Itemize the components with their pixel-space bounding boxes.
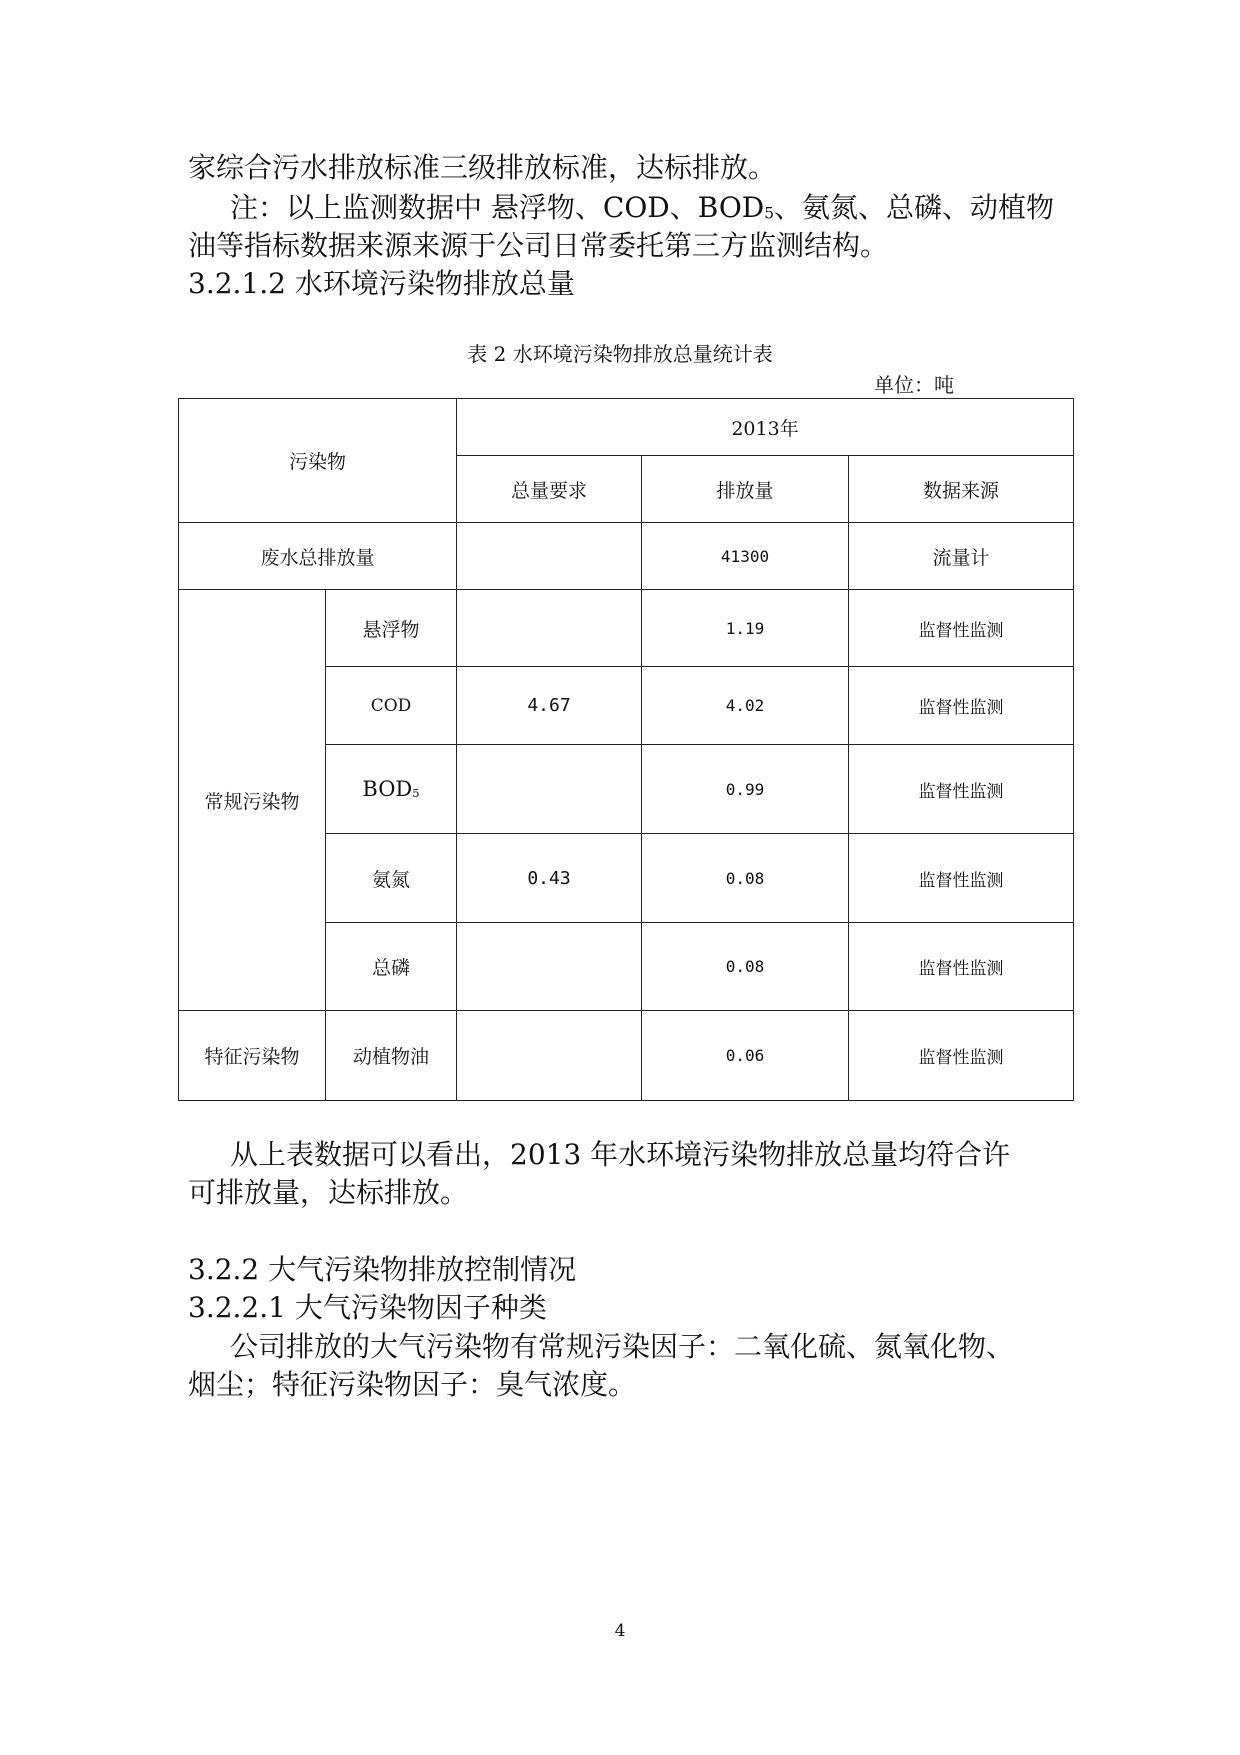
emission-cell: 0.06 [642,1011,849,1101]
pollutant-name: 氨氮 [326,834,457,923]
requirement-cell [457,1011,642,1101]
emission-cell: 41300 [642,523,849,590]
requirement-cell [457,923,642,1011]
emission-cell: 1.19 [642,590,849,667]
source-cell: 监督性监测 [849,667,1074,745]
emission-cell: 0.08 [642,923,849,1011]
table-row [179,523,1074,590]
emission-cell: 4.02 [642,667,849,745]
section-heading: 3.2.2 大气污染物排放控制情况 [188,1253,577,1286]
source-cell: 监督性监测 [849,745,1074,834]
requirement-cell: 0.43 [457,834,642,923]
emission-cell: 0.08 [642,834,849,923]
requirement-cell [457,745,642,834]
header-requirement: 总量要求 [457,456,642,523]
header-year: 2013年 [457,399,1074,456]
table-row [179,590,1074,667]
header-pollutant: 污染物 [179,399,457,523]
paragraph-line: 烟尘；特征污染物因子：臭气浓度。 [188,1368,637,1401]
emission-cell: 0.99 [642,745,849,834]
paragraph-line: 从上表数据可以看出，2013 年水环境污染物排放总量均符合许 [230,1138,1011,1171]
header-source: 数据来源 [849,456,1074,523]
table-caption: 表 2 水环境污染物排放总量统计表 [467,342,773,366]
pollutant-name-text: BOD [362,777,413,801]
section-heading: 3.2.2.1 大气污染物因子种类 [188,1291,547,1324]
pollutant-name: 动植物油 [326,1011,457,1101]
source-cell: 监督性监测 [849,834,1074,923]
note-line [230,190,1054,232]
table-row [179,1011,1074,1101]
table-unit: 单位：吨 [874,373,954,397]
section-heading: 3.2.1.2 水环境污染物排放总量 [188,267,575,300]
requirement-cell [457,590,642,667]
page-number: 4 [614,1621,626,1641]
note-text: 、氨氮、总磷、动植物 [774,191,1055,224]
requirement-cell [457,523,642,590]
source-cell: 监督性监测 [849,590,1074,667]
pollutant-name: 总磷 [326,923,457,1011]
pollutant-name [326,745,457,834]
group-label: 特征污染物 [179,1011,326,1101]
note-line: 油等指标数据来源来源于公司日常委托第三方监测结构。 [188,229,889,262]
emission-table [178,398,1074,1101]
requirement-cell: 4.67 [457,667,642,745]
source-cell: 流量计 [849,523,1074,590]
subscript: 5 [412,786,420,801]
paragraph-line: 可排放量，达标排放。 [188,1176,469,1209]
paragraph-line: 公司排放的大气污染物有常规污染因子：二氧化硫、氮氧化物、 [230,1330,1015,1363]
row-label: 废水总排放量 [179,523,457,590]
group-label: 常规污染物 [179,590,326,1011]
note-text: 注：以上监测数据中 悬浮物、COD、BOD [230,191,765,224]
pollutant-name: 悬浮物 [326,590,457,667]
subscript: 5 [764,204,775,223]
header-emission: 排放量 [642,456,849,523]
text-line: 家综合污水排放标准三级排放标准，达标排放。 [188,151,777,184]
pollutant-name: COD [326,667,457,745]
source-cell: 监督性监测 [849,1011,1074,1101]
source-cell: 监督性监测 [849,923,1074,1011]
